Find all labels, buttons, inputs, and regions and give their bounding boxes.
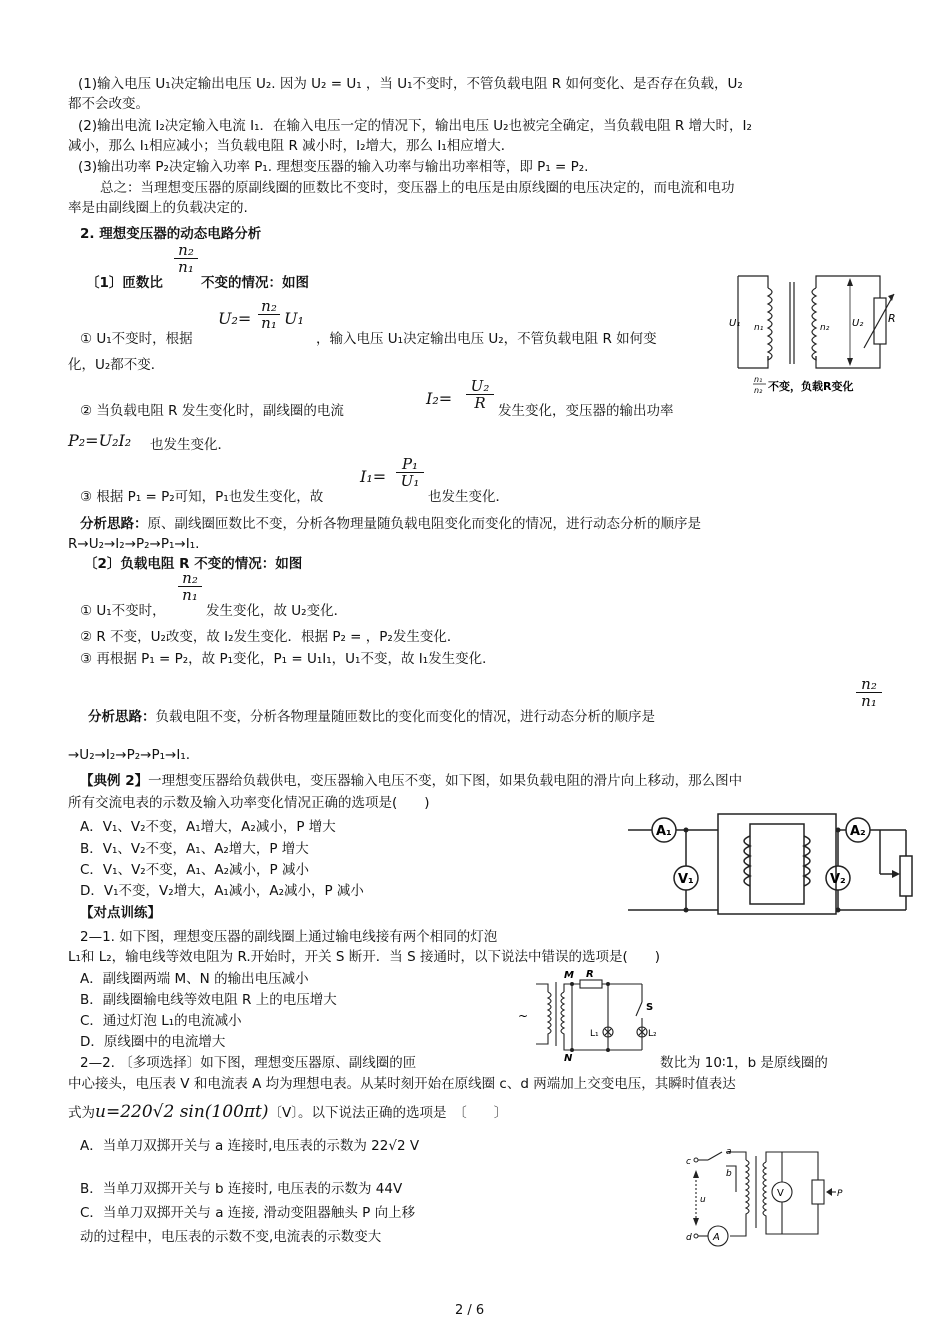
section-heading: 2. 理想变压器的动态电路分析 — [80, 226, 262, 242]
ratio-fraction-2: n₂ n₁ — [178, 570, 202, 603]
meter-v: V — [777, 1188, 784, 1199]
meter-a1: A₁ — [656, 824, 672, 839]
label-r: R — [888, 312, 896, 325]
meter-a2: A₂ — [850, 824, 866, 839]
formula-u2-fraction: n₂ n₁ — [258, 298, 280, 331]
example-2-option-c: C．V₁、V₂不变，A₁、A₂减小，P 减小 — [80, 862, 309, 878]
example-2-option-d: D．V₁不变，V₂增大，A₁减小，A₂减小，P 减小 — [80, 883, 364, 899]
item-1: ① U₁不变时，根据 — [80, 331, 193, 347]
q21-option-b: B．副线圈输电线等效电阻 R 上的电压增大 — [80, 992, 337, 1008]
figure-switch-circuit — [686, 1142, 846, 1252]
label-l1: L₁ — [590, 1029, 599, 1039]
formula-i1-fraction: P₁ U₁ — [396, 456, 424, 489]
item-2: ② 当负载电阻 R 发生变化时，副线圈的电流 — [80, 403, 344, 419]
para-1-cont: 都不会改变。 — [68, 96, 149, 112]
q22-option-c-cont: 动的过程中，电压表的示数不变,电流表的示数变大 — [80, 1229, 382, 1245]
subsection-2-label: 〔2〕负载电阻 R 不变的情况：如图 — [84, 556, 303, 572]
q22-option-b: B．当单刀双掷开关与 b 连接时, 电压表的示数为 44V — [80, 1181, 403, 1197]
label-n1: n₁ — [754, 323, 764, 333]
q22-stem-formula-line: 式为u=220√2 sin(100πt)〔V〕。以下说法正确的选项是 〔 〕 — [68, 1102, 508, 1122]
figure-transformer-variable-load — [728, 268, 898, 400]
training-heading: 【对点训练】 — [80, 905, 161, 921]
subsection-1-label: 〔1〕匝数比 — [86, 275, 163, 291]
label-l2: L₂ — [648, 1029, 657, 1039]
meter-v1: V₁ — [678, 872, 694, 887]
analysis-2: 分析思路：负载电阻不变，分析各物理量随匝数比的变化而变化的情况，进行动态分析的顺序是 — [88, 709, 655, 725]
label-u1: U₁ — [729, 318, 741, 329]
ac-source-symbol: ~ — [518, 1009, 529, 1023]
para-2-cont: 减小，那么 I₁相应减小；当负载电阻 R 减小时，I₂增大，那么 I₁相应增大． — [68, 138, 515, 154]
label-a: a — [726, 1147, 732, 1157]
page-number: 2 / 6 — [455, 1303, 485, 1318]
item-2-tail: 发生变化，变压器的输出功率 — [498, 403, 674, 419]
subsection-1-label-tail: 不变的情况：如图 — [201, 275, 309, 291]
formula-p2: P₂=U₂I₂ — [68, 431, 132, 450]
item-2-cont: 也发生变化． — [150, 437, 231, 453]
s2-item-3: ③ 再根据 P₁ = P₂，故 P₁变化，P₁ = U₁I₁，U₁不变，故 I₁发生变化． — [80, 651, 496, 667]
formula-u2: U₂= — [218, 309, 252, 328]
example-2: 【典例 2】一理想变压器给负载供电，变压器输入电压不变，如下图，如果负载电阻的滑片向上移动，那么图中 — [80, 773, 743, 789]
formula-i2-fraction: U₂ R — [466, 378, 494, 411]
label-c: c — [686, 1157, 691, 1167]
label-s: S — [646, 1002, 654, 1013]
example-2-option-a: A．V₁、V₂不变，A₁增大，A₂减小，P 增大 — [80, 819, 336, 835]
label-d: d — [686, 1233, 692, 1243]
summary: 总之：当理想变压器的原副线圈的匝数比不变时，变压器上的电压是由原线圈的电压决定的，而电流和电功 — [100, 180, 735, 196]
example-2-cont: 所有交流电表的示数及输入功率变化情况正确的选项是( ) — [68, 795, 430, 811]
formula-i2: I₂= — [426, 389, 453, 408]
meter-a: A — [713, 1232, 720, 1243]
q21-stem: 2—1. 如下图，理想变压器的副线圈上通过输电线接有两个相同的灯泡 — [80, 929, 498, 945]
summary-cont: 率是由副线圈上的负载决定的. — [68, 200, 248, 216]
formula-i1: I₁= — [360, 467, 387, 486]
label-r: R — [586, 969, 594, 980]
analysis-2-seq: →U₂→I₂→P₂→P₁→I₁. — [68, 747, 191, 763]
label-m: M — [564, 970, 574, 981]
item-1-cont: 化，U₂都不变． — [68, 357, 165, 373]
label-p: P — [837, 1189, 843, 1199]
label-b: b — [726, 1169, 732, 1179]
q22-option-a: A．当单刀双掷开关与 a 连接时,电压表的示数为 22√2 V — [80, 1138, 420, 1154]
figure-lamp-circuit — [508, 966, 660, 1062]
q21-stem-cont: L₁和 L₂，输电线等效电阻为 R.开始时，开关 S 断开．当 S 接通时，以下说法中错误的选项是( ) — [68, 949, 660, 965]
q22-stem: 2—2. 〔多项选择〕如下图，理想变压器原、副线圈的匝 — [80, 1055, 417, 1071]
s2-item-1-tail: 发生变化，故 U₂变化． — [206, 603, 348, 619]
caption-frac-num: n₁ — [754, 375, 763, 384]
para-1: (1)输入电压 U₁决定输出电压 U₂. 因为 U₂ = U₁ ，当 U₁不变时，不管负载电阻 R 如何变化、是否存在负载，U₂ — [78, 76, 743, 92]
analysis-1: 分析思路：原、副线圈匝数比不变，分析各物理量随负载电阻变化而变化的情况，进行动态分析的顺序是 — [80, 516, 701, 532]
item-1-tail: ，输入电压 U₁决定输出电压 U₂，不管负载电阻 R 如何变 — [316, 331, 657, 347]
item-3: ③ 根据 P₁ = P₂可知，P₁也发生变化，故 — [80, 489, 324, 505]
q22-option-c: C．当单刀双掷开关与 a 连接, 滑动变阻器触头 P 向上移 — [80, 1205, 416, 1221]
q22-stem-cont: 中心接头，电压表 V 和电流表 A 均为理想电表。从某时刻开始在原线圈 c、d 两端加上交变电压，其瞬时值表达 — [68, 1076, 736, 1092]
ratio-fraction: n₂ n₁ — [174, 242, 198, 275]
item-3-tail: 也发生变化． — [428, 489, 509, 505]
figure-1-caption: 不变，负载R变化 — [768, 380, 854, 393]
s2-item-1: ① U₁不变时， — [80, 603, 166, 619]
caption-frac-den: n₂ — [754, 386, 763, 395]
para-3: (3)输出功率 P₂决定输入功率 P₁. 理想变压器的输入功率与输出功率相等，即 P₁ = P₂. — [78, 159, 589, 175]
formula-u2-u1: U₁ — [284, 309, 304, 328]
label-n2: n₂ — [820, 323, 830, 333]
q21-option-c: C．通过灯泡 L₁的电流减小 — [80, 1013, 242, 1029]
q21-option-d: D．原线圈中的电流增大 — [80, 1034, 226, 1050]
q22-formula: u=220√2 sin(100πt) — [95, 1102, 269, 1122]
q22-stem-tail: 数比为 10∶1，b 是原线圈的 — [660, 1055, 828, 1071]
q21-option-a: A．副线圈两端 M、N 的输出电压减小 — [80, 971, 309, 987]
s2-item-2: ② R 不变，U₂改变，故 I₂发生变化．根据 P₂ = ，P₂发生变化． — [80, 629, 461, 645]
ratio-fraction-3: n₂ n₁ — [856, 676, 882, 709]
label-u: u — [700, 1195, 706, 1205]
figure-transformer-meters — [628, 812, 918, 924]
analysis-1-seq: R→U₂→I₂→P₂→P₁→I₁. — [68, 536, 200, 552]
para-2: (2)输出电流 I₂决定输入电流 I₁．在输入电压一定的情况下，输出电压 U₂也被完全确定，当负载电阻 R 增大时，I₂ — [78, 118, 752, 134]
example-2-option-b: B．V₁、V₂不变，A₁、A₂增大，P 增大 — [80, 841, 309, 857]
label-n: N — [564, 1053, 573, 1062]
label-u2: U₂ — [852, 318, 864, 329]
meter-v2: V₂ — [830, 872, 846, 887]
